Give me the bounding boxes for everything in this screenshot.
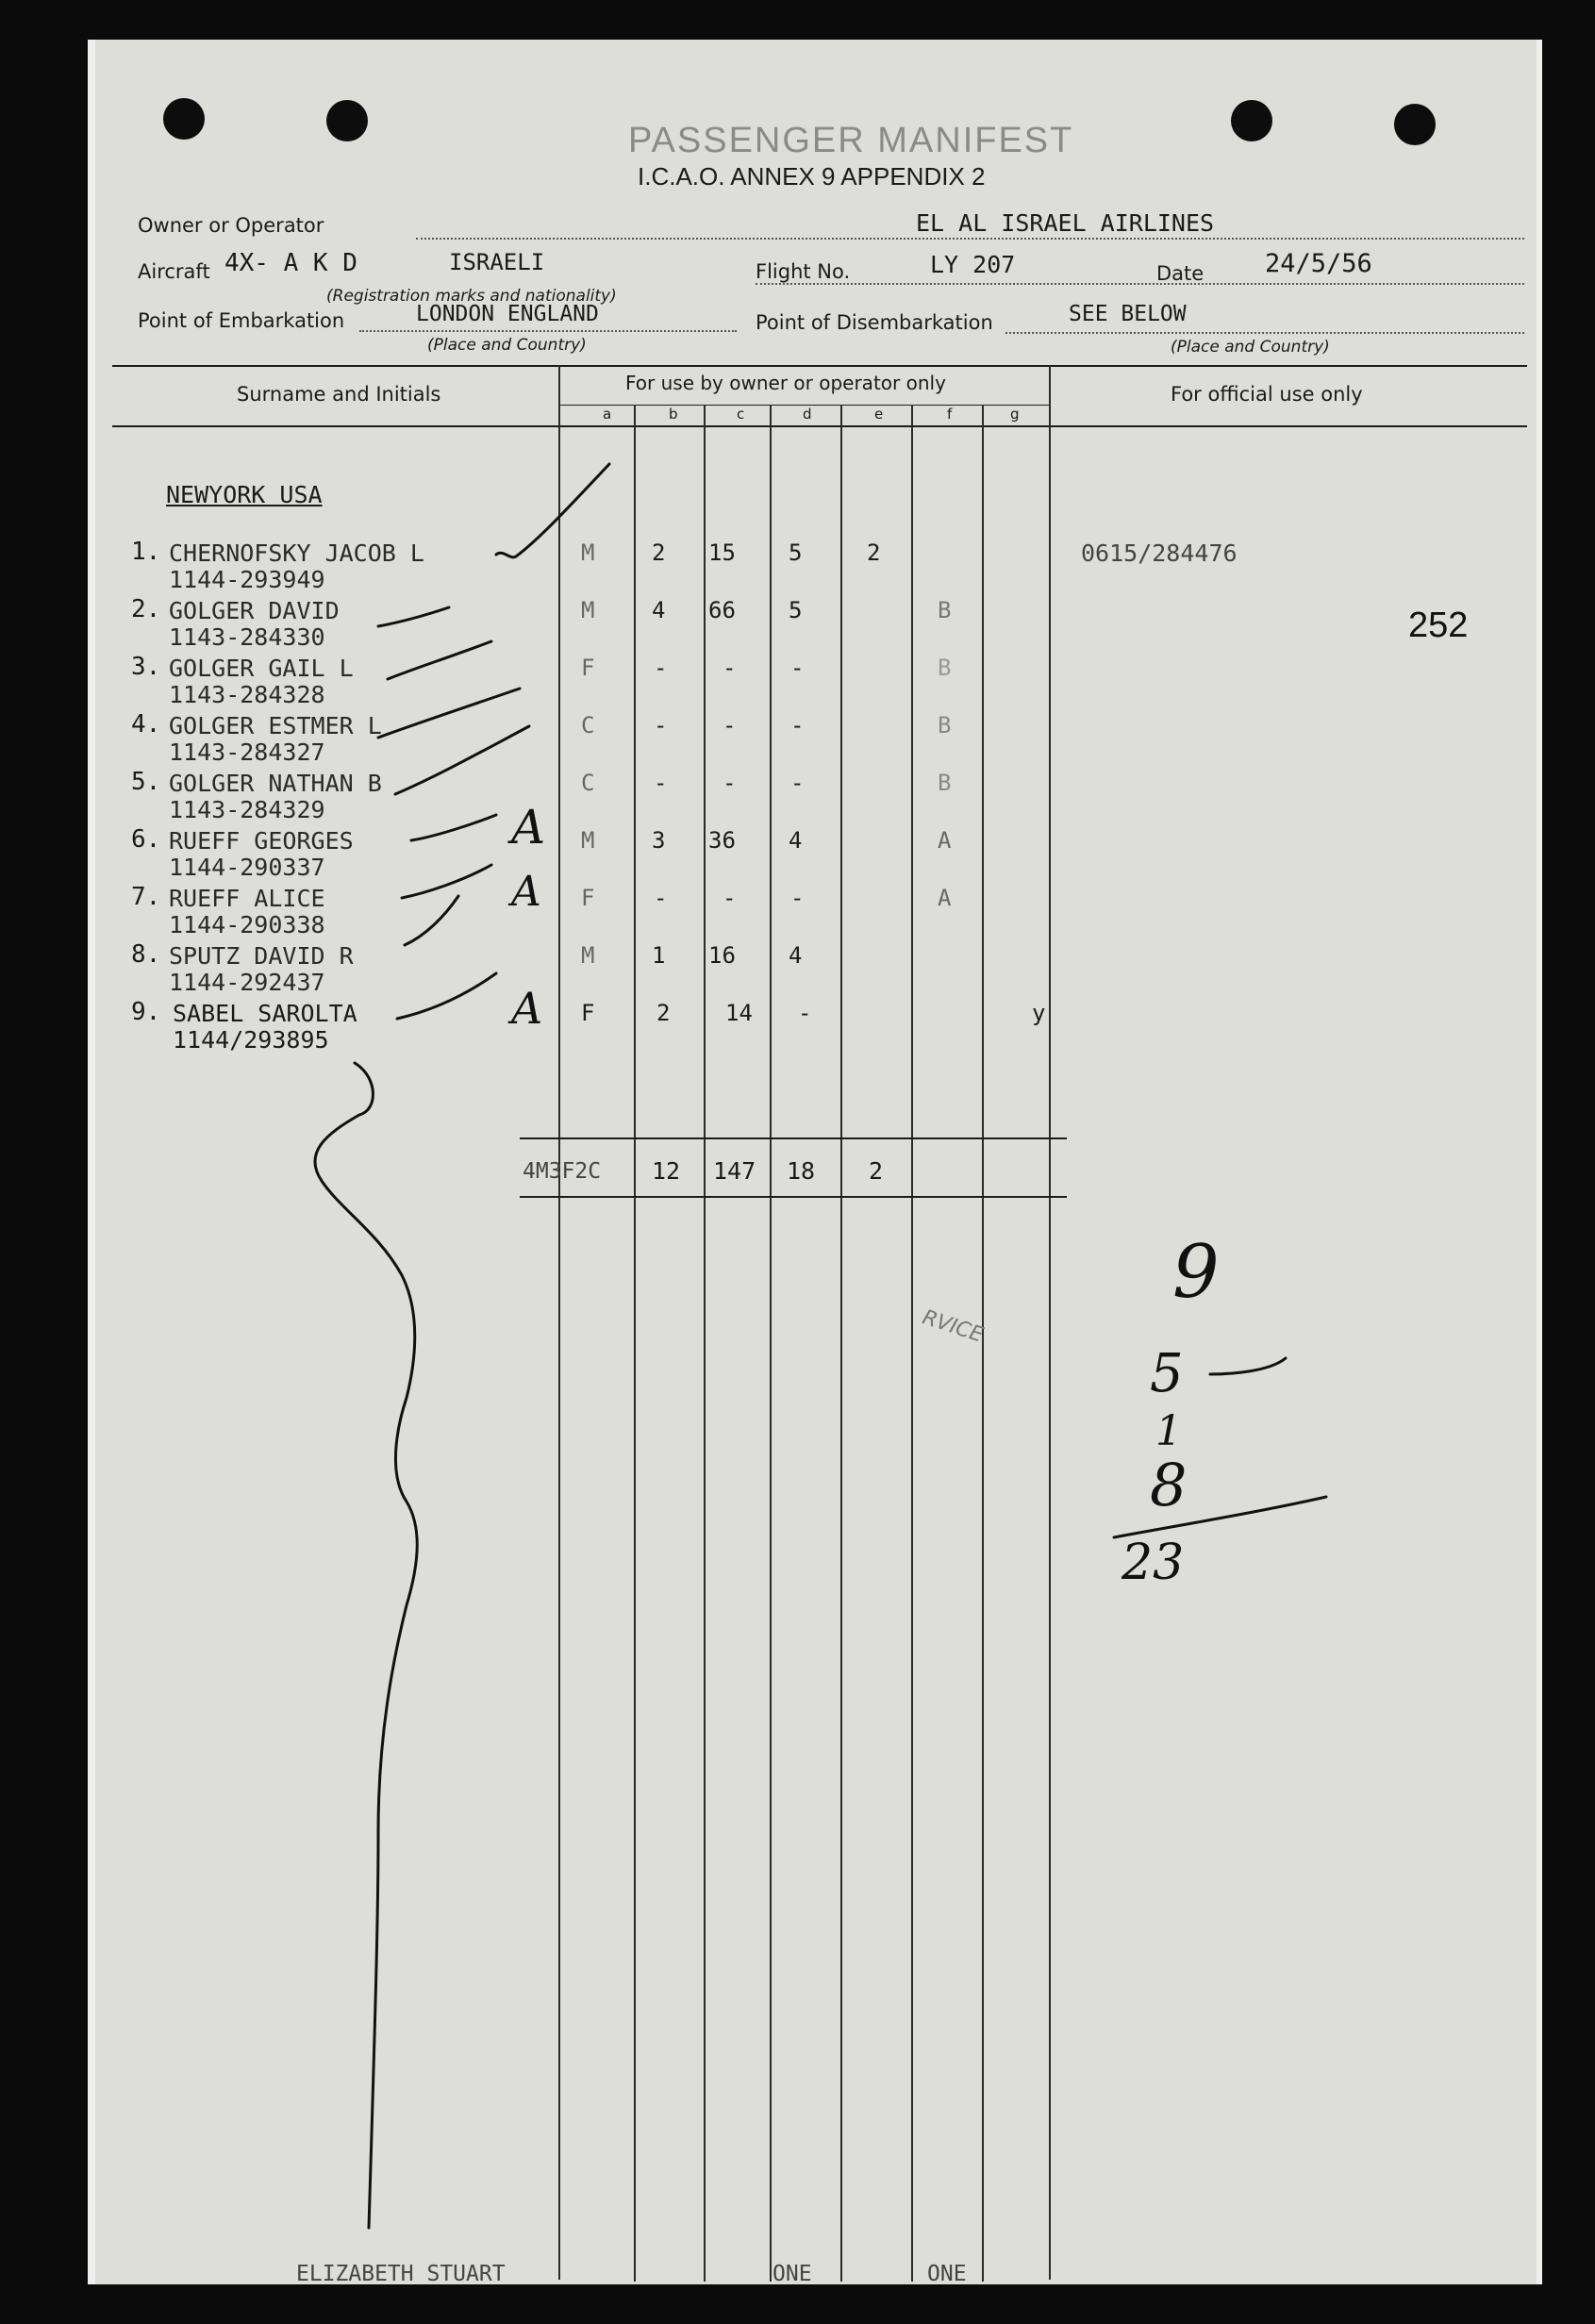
handwritten-mark-row6: A (511, 800, 546, 855)
cell-b: 2 (652, 540, 666, 566)
embarkation-label: Point of Embarkation (138, 309, 345, 332)
passenger-name: RUEFF ALICE (169, 885, 325, 912)
flight-value: LY 207 (930, 251, 1016, 278)
total-b: 12 (652, 1157, 681, 1185)
manifest-page (88, 40, 1542, 2284)
cell-c: 66 (708, 597, 736, 623)
handwritten-mark-row9: A (511, 983, 543, 1034)
cell-g: y (1032, 1000, 1046, 1026)
total-c: 147 (713, 1157, 756, 1185)
passenger-number: 6. (131, 825, 161, 854)
cell-a: F (581, 885, 595, 911)
passenger-number: 4. (131, 710, 161, 739)
flight-label: Flight No. (756, 260, 851, 283)
cell-c: - (723, 712, 737, 739)
cell-a: M (581, 540, 595, 566)
cell-d: 5 (789, 540, 803, 566)
ticket-number: 1144-290337 (169, 854, 325, 881)
tally-number: 8 (1150, 1451, 1188, 1519)
cell-c: 15 (708, 540, 736, 566)
subcolumn-e: e (874, 406, 884, 423)
owner-use-column-header: For use by owner or operator only (625, 372, 946, 394)
page-number: 252 (1408, 606, 1469, 645)
passenger-number: 8. (131, 940, 161, 969)
passenger-number: 9. (131, 998, 161, 1026)
tally-total: 23 (1121, 1535, 1185, 1591)
ticket-number: 1143-284327 (169, 739, 325, 766)
cell-a: C (581, 770, 595, 796)
cell-d: - (790, 712, 805, 739)
total-d: 18 (787, 1157, 816, 1185)
cell-d: 4 (789, 827, 803, 854)
ticket-number: 1144/293895 (173, 1026, 329, 1054)
footer-col2: ONE (927, 2262, 967, 2286)
disembarkation-label: Point of Disembarkation (756, 311, 993, 334)
cell-c: - (723, 770, 737, 796)
cell-c: 14 (725, 1000, 753, 1026)
ticket-number: 1143-284328 (169, 681, 325, 708)
cell-d: 4 (789, 942, 803, 969)
ticket-number: 1144-290338 (169, 911, 325, 938)
owner-value: EL AL ISRAEL AIRLINES (916, 209, 1215, 237)
passenger-name: GOLGER ESTMER L (169, 712, 382, 739)
cell-b: 1 (652, 942, 666, 969)
passenger-number: 7. (131, 883, 161, 911)
passenger-name: CHERNOFSKY JACOB L (169, 540, 424, 567)
subcolumn-c: c (737, 406, 745, 423)
cell-a: M (581, 942, 595, 969)
total-a: 4M3F2C (523, 1159, 602, 1184)
cell-f: A (938, 827, 952, 854)
cell-d: - (790, 885, 805, 911)
passenger-number: 2. (131, 595, 161, 623)
owner-label: Owner or Operator (138, 214, 324, 237)
cell-b: - (654, 712, 668, 739)
tally-number: 9 (1172, 1230, 1220, 1315)
cell-b: 3 (652, 827, 666, 854)
cell-a: F (581, 655, 595, 681)
cell-c: 16 (708, 942, 736, 969)
cell-f: B (938, 655, 952, 681)
cell-b: - (654, 885, 668, 911)
manifest-title: PASSENGER MANIFEST (628, 121, 1074, 160)
embarkation-place-note: (Place and Country) (427, 336, 587, 355)
cell-f: B (938, 597, 952, 623)
tally-number: 1 (1155, 1407, 1182, 1455)
faint-stamp: RVICE (919, 1305, 987, 1348)
cell-c: - (723, 655, 737, 681)
cell-b: 4 (652, 597, 666, 623)
cell-a: C (581, 712, 595, 739)
official-number: 0615/284476 (1081, 540, 1238, 567)
ticket-number: 1144-292437 (169, 969, 325, 996)
subcolumn-b: b (669, 406, 678, 423)
aircraft-registration: 4X- A K D (224, 249, 357, 277)
cell-b: - (654, 770, 668, 796)
cell-c: 36 (708, 827, 736, 854)
total-e: 2 (869, 1157, 884, 1185)
official-use-column-header: For official use only (1171, 383, 1363, 406)
cell-d: 5 (789, 597, 803, 623)
passenger-name: SPUTZ DAVID R (169, 942, 354, 970)
ticket-number: 1144-293949 (169, 566, 325, 593)
subcolumn-a: a (603, 406, 612, 423)
manifest-subtitle: I.C.A.O. ANNEX 9 APPENDIX 2 (638, 162, 986, 191)
embarkation-value: LONDON ENGLAND (416, 302, 599, 326)
subcolumn-g: g (1010, 406, 1020, 423)
aircraft-nationality: ISRAELI (449, 249, 545, 275)
destination-heading: NEWYORK USA (166, 481, 323, 508)
cell-f: A (938, 885, 952, 911)
date-value: 24/5/56 (1265, 249, 1372, 278)
subcolumn-d: d (803, 406, 812, 423)
aircraft-label: Aircraft (138, 260, 210, 283)
pen-strokes (95, 40, 1537, 2284)
passenger-name: GOLGER DAVID (169, 597, 340, 624)
subcolumn-f: f (947, 406, 953, 423)
cell-d: - (790, 655, 805, 681)
cell-d: - (798, 1000, 812, 1026)
cell-b: - (654, 655, 668, 681)
handwritten-mark-row7: A (511, 868, 541, 916)
footer-name: ELIZABETH STUART (296, 2262, 506, 2286)
passenger-number: 5. (131, 768, 161, 796)
tally-number: 5 (1150, 1343, 1184, 1404)
date-label: Date (1156, 262, 1205, 285)
passenger-number: 3. (131, 653, 161, 681)
passenger-number: 1. (131, 538, 161, 566)
footer-col1: ONE (773, 2262, 812, 2286)
registration-note: (Registration marks and nationality) (326, 287, 617, 306)
surname-column-header: Surname and Initials (237, 383, 441, 406)
disembarkation-value: SEE BELOW (1069, 302, 1187, 326)
passenger-name: GOLGER GAIL L (169, 655, 354, 682)
cell-b: 2 (656, 1000, 671, 1026)
cell-c: - (723, 885, 737, 911)
passenger-name: GOLGER NATHAN B (169, 770, 382, 797)
cell-f: B (938, 770, 952, 796)
cell-d: - (790, 770, 805, 796)
ticket-number: 1143-284329 (169, 796, 325, 823)
cell-e: 2 (867, 540, 881, 566)
cell-a: M (581, 597, 595, 623)
cell-f: B (938, 712, 952, 739)
passenger-name: SABEL SAROLTA (173, 1000, 357, 1027)
cell-a: F (581, 1000, 595, 1026)
passenger-name: RUEFF GEORGES (169, 827, 354, 855)
ticket-number: 1143-284330 (169, 623, 325, 651)
cell-a: M (581, 827, 595, 854)
disembarkation-place-note: (Place and Country) (1171, 338, 1330, 357)
